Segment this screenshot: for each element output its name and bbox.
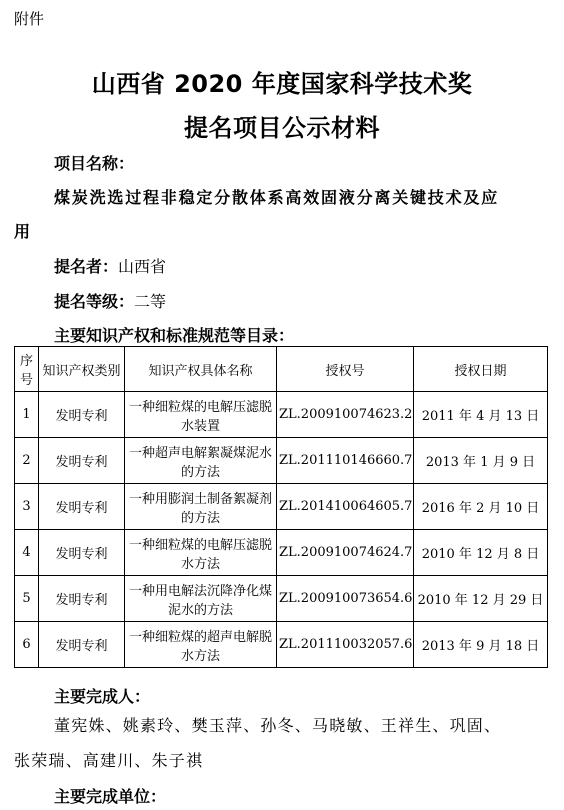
- header-ip-type: 知识产权类别: [39, 347, 125, 392]
- project-name-line2: 用: [14, 222, 31, 241]
- table-row: [15, 484, 548, 530]
- cell-grant-date: 2010 年 12 月 8 日: [414, 530, 548, 576]
- main-units-title: 主要完成单位：: [54, 787, 167, 806]
- cell-ip-name: 一种细粒煤的电解压滤脱水方法: [125, 530, 277, 576]
- grade-row: [54, 289, 166, 312]
- header-grant-no: 授权号: [277, 347, 414, 392]
- cell-ip-name: 一种细粒煤的电解压滤脱水装置: [125, 392, 277, 438]
- table-row: [15, 622, 548, 668]
- cell-ip-type: 发明专利: [39, 530, 125, 576]
- cell-grant-date: 2013 年 9 月 18 日: [414, 622, 548, 668]
- nominator-value: 山西省: [118, 257, 167, 276]
- cell-seq: 4: [15, 530, 39, 576]
- main-contributors-line2: 张荣瑞、高建川、朱子祺: [14, 751, 204, 770]
- ip-section-title: 主要知识产权和标准规范等目录：: [54, 326, 295, 345]
- cell-grant-no: ZL.201110032057.6: [277, 622, 414, 668]
- table-row: [15, 392, 548, 438]
- cell-ip-type: 发明专利: [39, 622, 125, 668]
- cell-grant-no: ZL.200910073654.6: [277, 576, 414, 622]
- cell-ip-type: 发明专利: [39, 484, 125, 530]
- nominator-label: 提名者：: [54, 257, 119, 276]
- cell-seq: 5: [15, 576, 39, 622]
- cell-seq: 1: [15, 392, 39, 438]
- cell-seq: 3: [15, 484, 39, 530]
- header-grant-date: 授权日期: [414, 347, 548, 392]
- table-row: [15, 530, 548, 576]
- cell-ip-name: 一种细粒煤的超声电解脱水方法: [125, 622, 277, 668]
- project-name-line1: 煤炭洗选过程非稳定分散体系高效固液分离关键技术及应: [54, 188, 500, 207]
- cell-grant-date: 2010 年 12 月 29 日: [414, 576, 548, 622]
- header-ip-name: 知识产权具体名称: [125, 347, 277, 392]
- cell-ip-name: 一种用膨润土制备絮凝剂的方法: [125, 484, 277, 530]
- cell-seq: 6: [15, 622, 39, 668]
- cell-seq: 2: [15, 438, 39, 484]
- attachment-label: 附件: [14, 10, 45, 28]
- cell-grant-date: 2013 年 1 月 9 日: [414, 438, 548, 484]
- cell-ip-name: 一种用电解法沉降净化煤泥水的方法: [125, 576, 277, 622]
- cell-ip-type: 发明专利: [39, 576, 125, 622]
- cell-ip-name: 一种超声电解絮凝煤泥水的方法: [125, 438, 277, 484]
- document-title-line1: 山西省 2020 年度国家科学技术奖: [91, 70, 473, 98]
- cell-grant-no: ZL.200910074624.7: [277, 530, 414, 576]
- grade-value: 二等: [134, 292, 167, 311]
- header-seq: 序号: [15, 347, 39, 392]
- main-contributors-title: 主要完成人：: [54, 687, 151, 706]
- main-contributors-line1: 董宪姝、姚素玲、樊玉萍、孙冬、马晓敏、王祥生、巩固、: [54, 716, 502, 735]
- nominator-row: [54, 254, 166, 277]
- table-row: [15, 576, 548, 622]
- cell-grant-no: ZL.201410064605.7: [277, 484, 414, 530]
- table-row: [15, 438, 548, 484]
- cell-ip-type: 发明专利: [39, 392, 125, 438]
- cell-grant-date: 2016 年 2 月 10 日: [414, 484, 548, 530]
- table-header-row: [15, 347, 548, 392]
- cell-grant-no: ZL.200910074623.2: [277, 392, 414, 438]
- document-title-line2: 提名项目公示材料: [184, 114, 380, 142]
- cell-ip-type: 发明专利: [39, 438, 125, 484]
- project-name-label: 项目名称：: [54, 154, 135, 173]
- cell-grant-no: ZL.201110146660.7: [277, 438, 414, 484]
- ip-table: [14, 346, 548, 668]
- grade-label: 提名等级：: [54, 292, 135, 311]
- cell-grant-date: 2011 年 4 月 13 日: [414, 392, 548, 438]
